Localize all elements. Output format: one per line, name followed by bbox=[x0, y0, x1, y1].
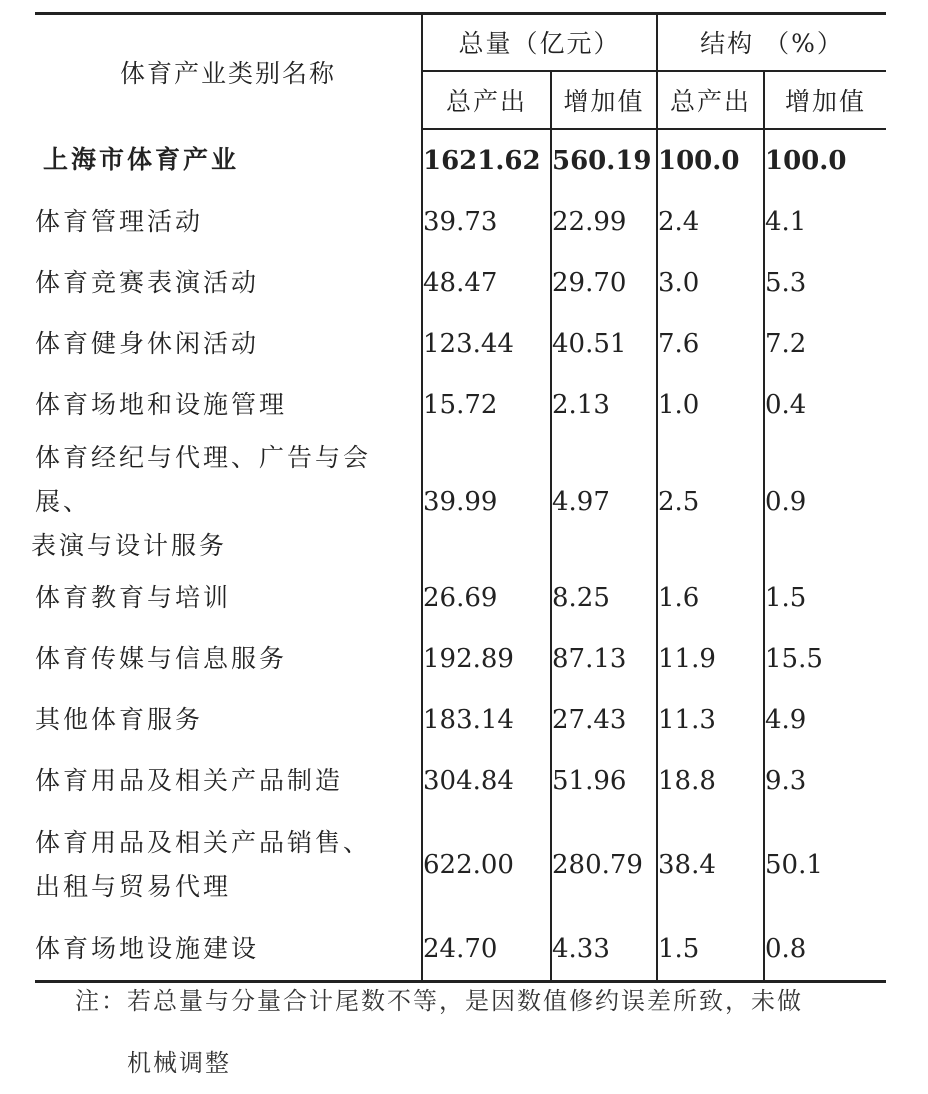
row-value-added: 40.51 bbox=[551, 314, 657, 375]
table-row bbox=[35, 314, 886, 375]
row-output: 622.00 bbox=[422, 812, 551, 919]
row-name-line2: 表演与设计服务 bbox=[31, 530, 228, 560]
row-value-added-pct: 0.4 bbox=[764, 375, 886, 436]
row-name bbox=[35, 812, 422, 919]
row-value-added: 4.33 bbox=[551, 919, 657, 982]
row-value-added-pct: 50.1 bbox=[764, 812, 886, 919]
row-output: 24.70 bbox=[422, 919, 551, 982]
row-name: 上海市体育产业 bbox=[43, 145, 240, 174]
row-name: 其他体育服务 bbox=[35, 705, 204, 734]
row-output-pct: 11.9 bbox=[657, 629, 764, 690]
table-row bbox=[35, 253, 886, 314]
table-row bbox=[35, 812, 886, 919]
sports-industry-table bbox=[31, 12, 886, 983]
row-value-added: 8.25 bbox=[551, 568, 657, 629]
table-row bbox=[35, 690, 886, 751]
table-footnote bbox=[75, 970, 885, 1094]
row-value-added-pct: 9.3 bbox=[764, 751, 886, 812]
row-output-pct: 3.0 bbox=[657, 253, 764, 314]
row-value-added: 51.96 bbox=[551, 751, 657, 812]
row-output: 1621.62 bbox=[422, 129, 551, 192]
row-value-added: 22.99 bbox=[551, 192, 657, 253]
row-output-pct: 1.6 bbox=[657, 568, 764, 629]
structure-group-header: 结构 （%） bbox=[657, 14, 886, 71]
footnote-line1: 注：若总量与分量合计尾数不等，是因数值修约误差所致，未做 bbox=[75, 987, 803, 1015]
row-output-pct: 18.8 bbox=[657, 751, 764, 812]
row-output: 304.84 bbox=[422, 751, 551, 812]
row-value-added: 27.43 bbox=[551, 690, 657, 751]
row-name: 体育用品及相关产品制造 bbox=[35, 766, 344, 795]
row-output-pct: 2.5 bbox=[657, 436, 764, 568]
row-name: 体育管理活动 bbox=[35, 207, 204, 236]
table-row bbox=[35, 375, 886, 436]
table-row bbox=[35, 436, 886, 568]
row-value-added: 29.70 bbox=[551, 253, 657, 314]
row-value-added: 4.97 bbox=[551, 436, 657, 568]
row-output: 26.69 bbox=[422, 568, 551, 629]
row-output-pct: 38.4 bbox=[657, 812, 764, 919]
table-row bbox=[35, 192, 886, 253]
row-value-added: 2.13 bbox=[551, 375, 657, 436]
total-group-header: 总量（亿元） bbox=[422, 14, 657, 71]
row-value-added-pct: 4.9 bbox=[764, 690, 886, 751]
category-header: 体育产业类别名称 bbox=[119, 58, 336, 88]
row-value-added: 280.79 bbox=[551, 812, 657, 919]
row-value-added-pct: 1.5 bbox=[764, 568, 886, 629]
row-name-line1: 体育经纪与代理、广告与会展、 bbox=[35, 442, 372, 516]
output-pct-header: 总产出 bbox=[657, 71, 764, 129]
table-row bbox=[35, 629, 886, 690]
value-added-pct-header: 增加值 bbox=[764, 71, 886, 129]
row-output: 39.99 bbox=[422, 436, 551, 568]
row-value-added-pct: 7.2 bbox=[764, 314, 886, 375]
row-name: 体育教育与培训 bbox=[35, 583, 232, 612]
row-output-pct: 2.4 bbox=[657, 192, 764, 253]
row-output: 39.73 bbox=[422, 192, 551, 253]
row-value-added-pct: 0.9 bbox=[764, 436, 886, 568]
row-name bbox=[31, 436, 422, 568]
row-output-pct: 11.3 bbox=[657, 690, 764, 751]
row-name: 体育竞赛表演活动 bbox=[35, 268, 260, 297]
row-output: 183.14 bbox=[422, 690, 551, 751]
row-output-pct: 1.5 bbox=[657, 919, 764, 982]
row-name-line1: 体育用品及相关产品销售、 bbox=[35, 828, 372, 857]
row-name: 体育健身休闲活动 bbox=[35, 329, 260, 358]
row-value-added-pct: 0.8 bbox=[764, 919, 886, 982]
value-added-header: 增加值 bbox=[551, 71, 657, 129]
table-row bbox=[35, 129, 886, 192]
table-row bbox=[35, 568, 886, 629]
row-value-added-pct: 5.3 bbox=[764, 253, 886, 314]
row-value-added: 560.19 bbox=[551, 129, 657, 192]
row-value-added: 87.13 bbox=[551, 629, 657, 690]
row-name: 体育场地和设施管理 bbox=[35, 390, 288, 419]
row-name-line2: 出租与贸易代理 bbox=[35, 872, 232, 901]
row-output: 123.44 bbox=[422, 314, 551, 375]
row-output: 15.72 bbox=[422, 375, 551, 436]
row-value-added-pct: 15.5 bbox=[764, 629, 886, 690]
output-header: 总产出 bbox=[422, 71, 551, 129]
row-value-added-pct: 100.0 bbox=[764, 129, 886, 192]
row-output-pct: 1.0 bbox=[657, 375, 764, 436]
footnote-line2: 机械调整 bbox=[127, 1049, 231, 1077]
row-output-pct: 100.0 bbox=[657, 129, 764, 192]
row-output-pct: 7.6 bbox=[657, 314, 764, 375]
table-row bbox=[35, 751, 886, 812]
row-output: 192.89 bbox=[422, 629, 551, 690]
row-output: 48.47 bbox=[422, 253, 551, 314]
row-value-added-pct: 4.1 bbox=[764, 192, 886, 253]
row-name: 体育场地设施建设 bbox=[35, 934, 260, 964]
row-name: 体育传媒与信息服务 bbox=[35, 644, 288, 673]
